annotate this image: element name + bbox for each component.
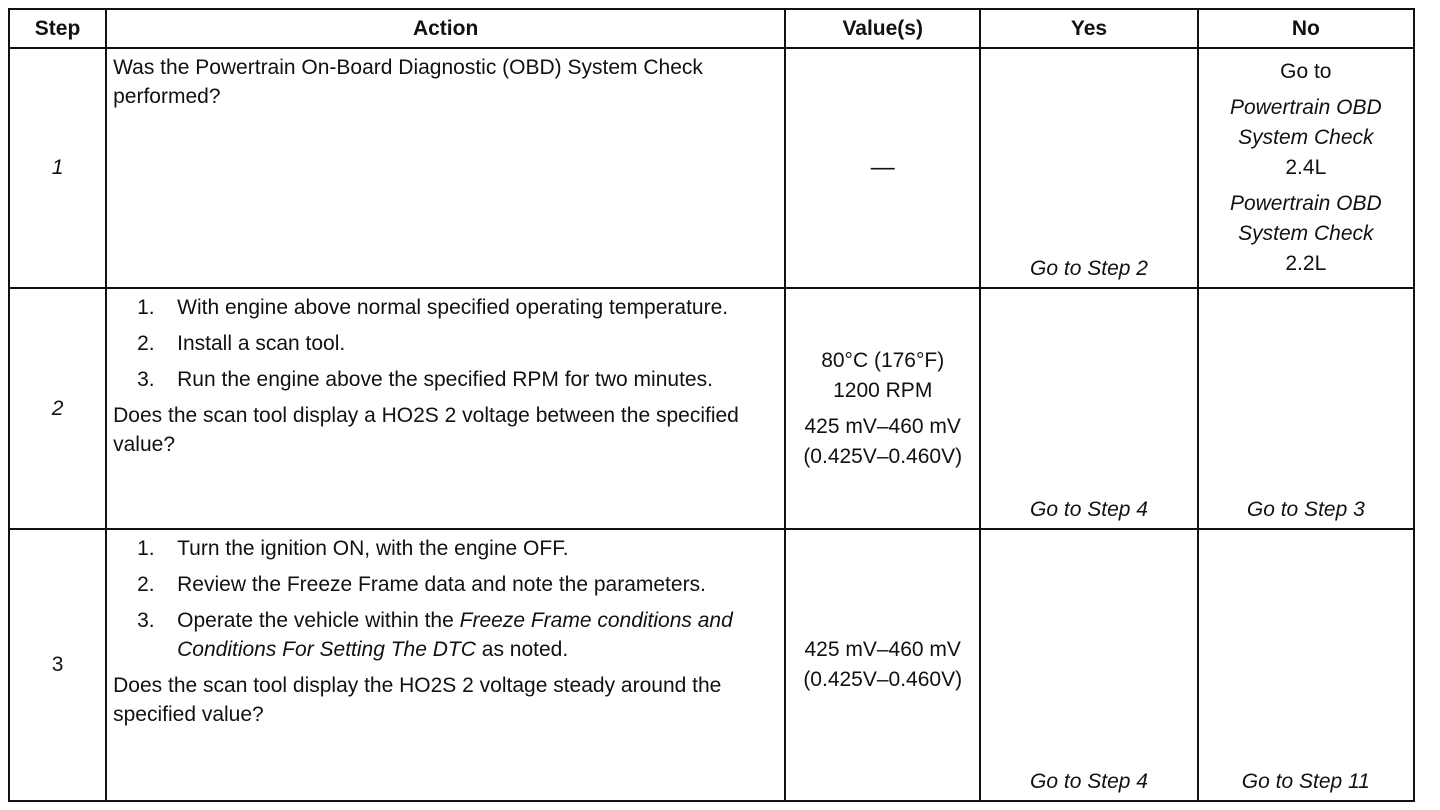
action-step-item: 3. Operate the vehicle within the Freeze Frame conditions and Conditions For Setting The DTC as noted. — [137, 609, 733, 661]
freeze-frame-reference[interactable]: Freeze Frame conditions and Conditions For Setting The DTC — [177, 609, 733, 661]
value-rpm: 1200 RPM — [833, 378, 933, 402]
no-cell — [1198, 48, 1414, 288]
table-row — [9, 288, 1414, 529]
no-cell — [1198, 288, 1414, 529]
value-voltage-mv: 425 mV–460 mV — [804, 414, 961, 438]
header-no: No — [1198, 9, 1414, 48]
header-values: Value(s) — [785, 9, 980, 48]
no-engine-label: 2.2L — [1285, 252, 1327, 275]
no-cell — [1198, 529, 1414, 801]
action-question: Was the Powertrain On-Board Diagnostic (OBD) System Check performed? — [113, 56, 703, 108]
header-row — [9, 9, 1414, 48]
action-cell — [106, 288, 785, 529]
step-number: 3 — [9, 529, 106, 801]
no-goto: Go to — [1280, 60, 1332, 83]
action-step-item: 1. With engine above normal specified operating temperature. — [137, 296, 729, 319]
value-cell — [785, 48, 980, 288]
yes-goto[interactable]: Go to Step 4 — [1030, 498, 1148, 521]
table-row — [9, 529, 1414, 801]
action-question: Does the scan tool display a HO2S 2 voltage between the specified value? — [113, 404, 739, 456]
no-goto[interactable]: Go to Step 11 — [1241, 770, 1370, 793]
yes-cell — [980, 529, 1197, 801]
value-voltage-v: (0.425V–0.460V) — [803, 444, 963, 468]
table-row — [9, 48, 1414, 288]
no-reference-link[interactable]: Powertrain OBD System Check — [1229, 96, 1382, 149]
header-step: Step — [9, 9, 106, 48]
action-cell — [106, 48, 785, 288]
yes-cell — [980, 48, 1197, 288]
action-step-item: 2. Install a scan tool. — [137, 332, 346, 355]
no-engine-label: 2.4L — [1285, 156, 1327, 179]
header-yes: Yes — [980, 9, 1197, 48]
value-temperature: 80°C (176°F) — [821, 348, 945, 372]
action-question: Does the scan tool display the HO2S 2 voltage steady around the specified value? — [113, 674, 722, 726]
action-steps — [113, 534, 778, 664]
action-step-item: 3. Run the engine above the specified RPM for two minutes. — [137, 368, 713, 391]
action-step-item: 2. Review the Freeze Frame data and note the parameters. — [137, 573, 706, 596]
no-goto[interactable]: Go to Step 3 — [1246, 498, 1365, 521]
action-cell — [106, 529, 785, 801]
value-cell — [785, 288, 980, 529]
yes-goto: Go to Step 2 — [1030, 257, 1148, 280]
step-number: 1 — [9, 48, 106, 288]
value-voltage-v: (0.425V–0.460V) — [803, 668, 963, 691]
value-text: — — [870, 153, 895, 181]
action-steps — [113, 293, 778, 394]
no-reference-link[interactable]: Powertrain OBD System Check — [1229, 192, 1382, 245]
diagnostic-table — [8, 8, 1415, 802]
step-number: 2 — [9, 288, 106, 529]
header-action: Action — [106, 9, 785, 48]
yes-goto[interactable]: Go to Step 4 — [1030, 770, 1148, 793]
value-voltage-mv: 425 mV–460 mV — [804, 638, 961, 661]
action-step-item: 1. Turn the ignition ON, with the engine OFF. — [137, 537, 569, 560]
value-cell — [785, 529, 980, 801]
yes-cell — [980, 288, 1197, 529]
